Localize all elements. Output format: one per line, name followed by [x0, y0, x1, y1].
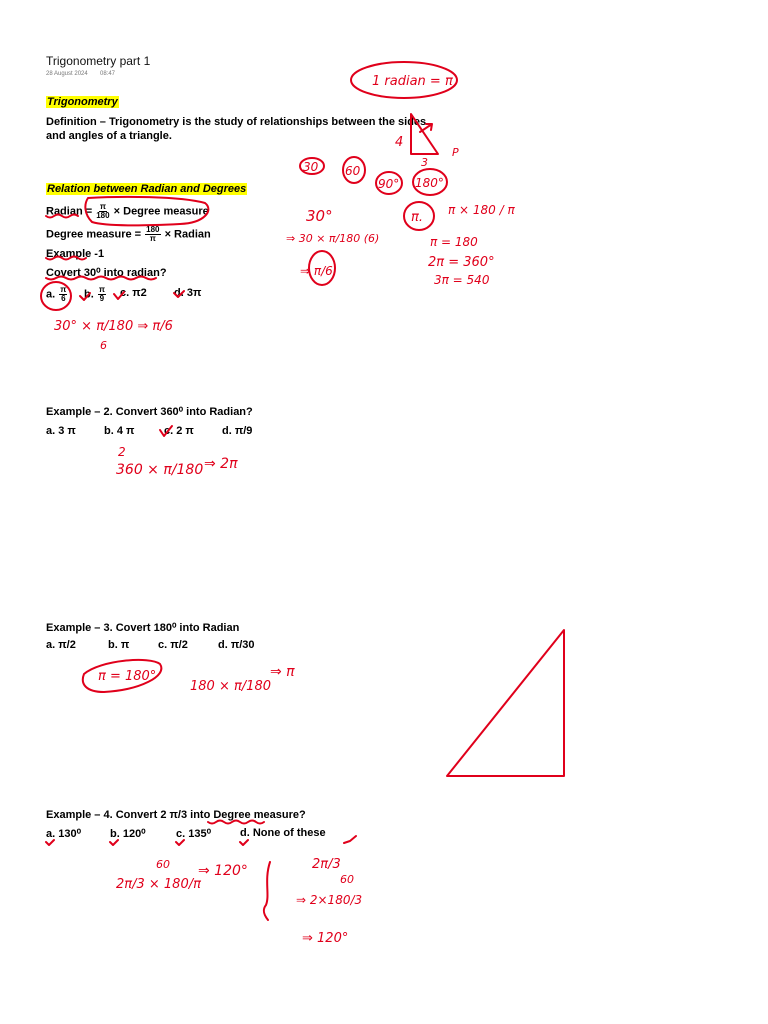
- example4-question: Example – 4. Convert 2 π/3 into Degree measure?: [46, 809, 306, 821]
- large-triangle: [447, 630, 564, 776]
- definition-line-1: Definition – Trigonometry is the study of relationships between the sides: [46, 116, 427, 128]
- ink-ex3-work: 180 × π/180: [190, 679, 271, 694]
- radian-rhs: × Degree measure: [113, 205, 209, 218]
- definition-line-2: and angles of a triangle.: [46, 130, 172, 142]
- ink-text-30-deg: 30°: [306, 207, 333, 225]
- example3-question: Example – 3. Covert 180⁰ into Radian: [46, 622, 240, 634]
- date-stamp: 28 August 2024: [46, 71, 88, 77]
- ink-text-180: 180°: [415, 176, 444, 190]
- option-a-den: 6: [61, 294, 66, 303]
- example2-option-c: c. 2 π: [164, 425, 194, 437]
- radian-lhs: Radian =: [46, 205, 93, 218]
- ink-text-90: 90°: [378, 177, 400, 191]
- time-stamp: 08:47: [100, 71, 116, 77]
- ink-tri-height: 4: [395, 135, 404, 150]
- example4-option-a: a. 130⁰: [46, 828, 81, 840]
- ink-ex2-work: 360 × π/180: [116, 462, 204, 478]
- option-b-num: π: [98, 285, 105, 294]
- ink-text-30: 30: [303, 160, 319, 174]
- ink-ex3-circle-text: π = 180°: [98, 669, 157, 684]
- ink-ticks-example1: [80, 291, 184, 300]
- ink-small-triangle: [411, 114, 438, 154]
- ink-ex4-alt2: ⇒ 2×180/3: [296, 893, 363, 907]
- option-a-label: a.: [46, 288, 56, 301]
- ink-tick-example2: [160, 426, 172, 436]
- degree-fraction-num: 180: [146, 225, 160, 234]
- example3-option-a: a. π/2: [46, 639, 76, 651]
- ink-text-3pi: 3π = 540: [434, 273, 490, 287]
- example1-label: Example -1: [46, 248, 105, 260]
- example2-option-b: b. 4 π: [104, 425, 135, 437]
- ink-ex1-six: 6: [100, 339, 107, 352]
- ink-underline-degree: [208, 821, 264, 824]
- ink-ex4-result: ⇒ 120°: [198, 863, 248, 879]
- option-a-num: π: [60, 285, 67, 294]
- ink-underline-radian: [46, 215, 78, 218]
- example1-option-d: d. 3π: [174, 287, 202, 299]
- ink-text-pi: π.: [411, 210, 423, 225]
- ink-text-radian-pi: 1 radian = π: [372, 74, 453, 89]
- ink-tri-p: P: [452, 146, 459, 159]
- ink-ex4-60: 60: [156, 858, 170, 871]
- ink-brace: [264, 862, 270, 920]
- example2-option-d: d. π/9: [222, 425, 253, 437]
- ink-circle-option-a: [41, 282, 71, 310]
- example4-option-c: c. 135⁰: [176, 828, 211, 840]
- ink-ex2-two: 2: [118, 445, 126, 459]
- example3-option-b: b. π: [108, 639, 130, 651]
- degree-lhs: Degree measure =: [46, 228, 142, 241]
- example1-question: Covert 30⁰ into radian?: [46, 267, 167, 279]
- example4-option-b: b. 120⁰: [110, 828, 146, 840]
- example4-option-d: d. None of these: [240, 827, 326, 839]
- degree-fraction-den: π: [149, 234, 156, 243]
- ink-tri-base: 3: [421, 156, 428, 169]
- ink-ex4-alt60: 60: [340, 873, 354, 886]
- ink-ex1-work: 30° × π/180 ⇒ π/6: [54, 319, 173, 334]
- degree-rhs: × Radian: [164, 228, 211, 241]
- radian-fraction-num: π: [99, 202, 106, 211]
- ink-ex3-result: ⇒ π: [270, 664, 295, 680]
- example3-option-c: c. π/2: [158, 639, 188, 651]
- ink-text-60: 60: [345, 164, 361, 178]
- option-b-label: b.: [84, 288, 94, 301]
- ink-text-2pi: 2π = 360°: [428, 255, 495, 270]
- option-b-den: 9: [99, 294, 105, 303]
- section-heading-trigonometry: Trigonometry: [47, 96, 118, 108]
- ink-text-pi6: ⇒ π/6: [300, 264, 333, 278]
- example3-option-d: d. π/30: [218, 639, 255, 651]
- section-heading-relation: Relation between Radian and Degrees: [47, 183, 247, 195]
- example1-option-c: c. π2: [120, 287, 147, 299]
- ink-ex2-result: ⇒ 2π: [204, 456, 238, 472]
- example2-option-a: a. 3 π: [46, 425, 76, 437]
- ink-circle-radian-formula: [85, 197, 208, 225]
- ink-text-calc30: ⇒ 30 × π/180 (6): [286, 232, 380, 245]
- ink-ex4-work: 2π/3 × 180/π: [116, 877, 201, 892]
- radian-fraction-den: 180: [96, 211, 110, 220]
- ink-underline-example1: [46, 257, 86, 260]
- ink-ex4-alt3: ⇒ 120°: [302, 931, 349, 946]
- ink-ticks-example4: [46, 836, 356, 845]
- ink-text-pi-180: π = 180: [430, 235, 478, 249]
- page-title: Trigonometry part 1: [46, 54, 151, 68]
- ink-arrow: [420, 124, 432, 132]
- ink-ex4-alt1: 2π/3: [312, 857, 341, 872]
- ink-text-pi-times-180: π × 180 / π: [448, 203, 515, 217]
- example2-question: Example – 2. Convert 360⁰ into Radian?: [46, 406, 253, 418]
- ink-underline-question1: [46, 277, 156, 280]
